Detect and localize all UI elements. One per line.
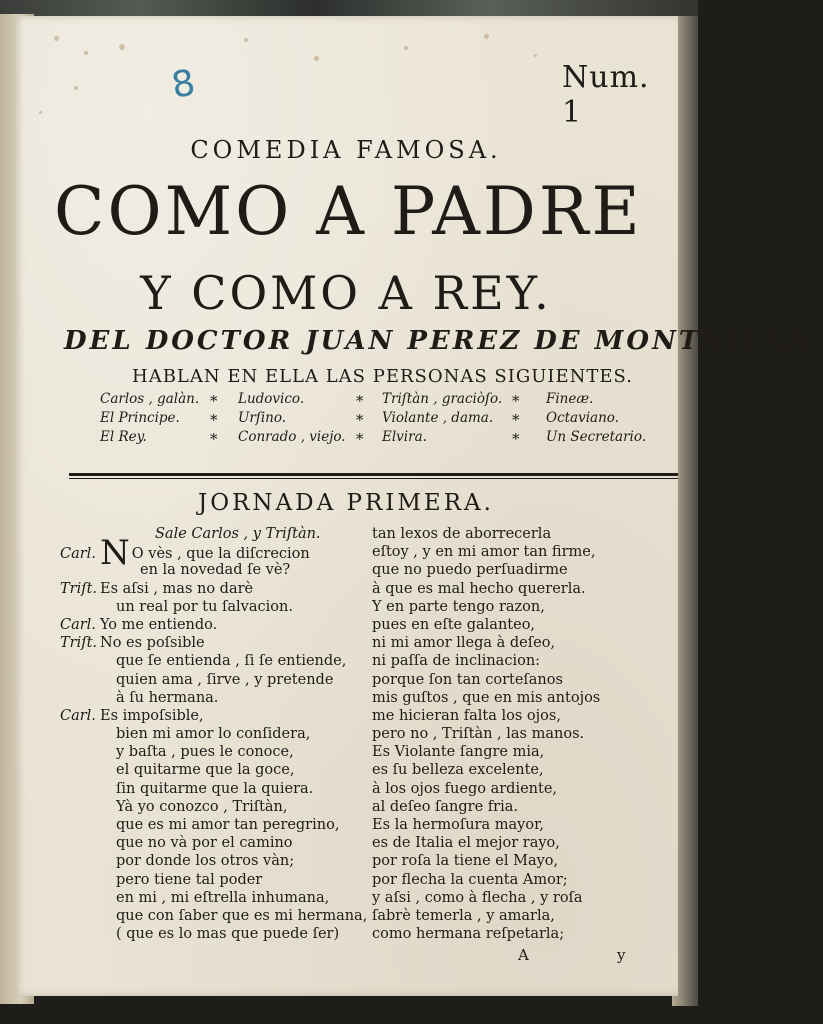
divider-rule-thin bbox=[69, 478, 678, 479]
verse-line: ſabrè temerla , y amarla, bbox=[372, 907, 555, 924]
signature-mark: A bbox=[518, 946, 529, 964]
drop-cap: N bbox=[100, 533, 130, 574]
verse-line: eſtoy , y en mi amor tan firme, bbox=[372, 544, 596, 561]
speaker-label: Carl. bbox=[60, 616, 96, 633]
verse-line: porque ſon tan corteſanos bbox=[372, 671, 563, 688]
verse-line bbox=[60, 707, 367, 725]
verse-text: que con ſaber que es mi hermana, bbox=[116, 907, 368, 924]
verse-line: ni paſſa de inclinacion: bbox=[372, 653, 541, 670]
cast-name: Ludovico. bbox=[238, 391, 305, 407]
verse-text: Es impoſsible, bbox=[100, 707, 204, 724]
verse-text: Es aſsi , mas no darè bbox=[100, 580, 254, 597]
verse-text: ( que es lo mas que puede ſer) bbox=[116, 926, 340, 943]
cast-name: El Rey. bbox=[100, 429, 147, 445]
verse-line: à que es mal hecho quererla. bbox=[372, 580, 586, 597]
speaker-label: Carl. bbox=[60, 707, 96, 724]
verse-line bbox=[60, 652, 367, 670]
verse-line bbox=[60, 834, 367, 852]
cast-name: Triſtàn , graciòſo. bbox=[382, 391, 503, 407]
verse-line bbox=[60, 689, 367, 707]
verse-text: Yo me entiendo. bbox=[100, 616, 218, 633]
verse-line bbox=[60, 780, 367, 798]
cast-name: Urſino. bbox=[238, 410, 287, 426]
verse-text: à ſu hermana. bbox=[116, 689, 219, 706]
verse-text: que no và por el camino bbox=[116, 835, 293, 852]
verse-line bbox=[60, 634, 367, 652]
cast-name: El Principe. bbox=[100, 410, 180, 426]
verse-line bbox=[60, 616, 367, 634]
stage-direction: Sale Carlos , y Triſtàn. bbox=[155, 526, 321, 542]
verse-line: es de Italia el mejor rayo, bbox=[372, 835, 560, 852]
verse-line bbox=[60, 580, 367, 598]
verse-line bbox=[60, 907, 367, 925]
verse-text: en mi , mi eſtrella inhumana, bbox=[116, 889, 330, 906]
verse-line: mis guſtos , que en mis antojos bbox=[372, 689, 601, 706]
verse-line: por roſa la tiene el Mayo, bbox=[372, 853, 559, 870]
personas-heading: HABLAN EN ELLA LAS PERSONAS SIGUIENTES. bbox=[132, 366, 633, 387]
book-page bbox=[14, 16, 823, 996]
divider-rule bbox=[69, 473, 678, 476]
verse-text: quien ama , ſirve , y pretende bbox=[116, 671, 334, 688]
verse-line: Y en parte tengo razon, bbox=[372, 598, 545, 615]
act-heading: JORNADA PRIMERA. bbox=[198, 490, 494, 516]
verse-line: Es Violante ſangre mia, bbox=[372, 744, 545, 761]
speaker-label: Triſt. bbox=[60, 580, 98, 597]
cast-name: Octaviano. bbox=[546, 410, 619, 426]
verse-line bbox=[60, 671, 367, 689]
verse-text: O vès , que la diſcrecion bbox=[131, 546, 310, 563]
verse-line: tan lexos de aborrecerla bbox=[372, 526, 552, 542]
cast-separator: * * * bbox=[356, 392, 364, 448]
cast-separator: * * * bbox=[512, 392, 520, 448]
verse-line: y aſsi , como à flecha , y roſa bbox=[372, 889, 583, 906]
verse-line bbox=[60, 852, 367, 870]
speaker-label: Triſt. bbox=[60, 635, 98, 652]
verse-line: es ſu belleza excelente, bbox=[372, 762, 544, 779]
verse-line: à los ojos fuego ardiente, bbox=[372, 780, 558, 797]
speaker-label: Carl. bbox=[60, 546, 96, 563]
cast-separator: * * * bbox=[210, 392, 218, 448]
verse-line: como hermana reſpetarla; bbox=[372, 926, 565, 943]
left-text-column bbox=[60, 525, 367, 943]
verse-line bbox=[60, 925, 367, 943]
genre-heading: COMEDIA FAMOSA. bbox=[190, 136, 502, 164]
verse-text: pero tiene tal poder bbox=[116, 871, 263, 888]
cast-name: Carlos , galàn. bbox=[100, 391, 200, 407]
verse-line bbox=[60, 871, 367, 889]
verse-text: un real por tu ſalvacion. bbox=[116, 598, 293, 615]
main-title: COMO A PADRE bbox=[54, 173, 643, 250]
cast-name: Conrado , viejo. bbox=[238, 429, 346, 445]
verse-text: Yà yo conozco , Triſtàn, bbox=[116, 798, 288, 815]
cast-name: Fineæ. bbox=[546, 391, 594, 407]
cast-name: Un Secretario. bbox=[546, 429, 647, 445]
verse-text: por donde los otros vàn; bbox=[116, 853, 295, 870]
verse-line: Es la hermoſura mayor, bbox=[372, 817, 545, 833]
verse-text: que ſe entienda , ſi ſe entiende, bbox=[116, 653, 347, 670]
cast-name: Violante , dama. bbox=[382, 410, 494, 426]
verse-text: el quitarme que la goce, bbox=[116, 762, 295, 779]
author-line: DEL DOCTOR JUAN PEREZ DE MONTALVAN. bbox=[64, 326, 823, 356]
verse-line bbox=[60, 816, 367, 834]
verse-text: en la novedad ſe vè? bbox=[140, 562, 291, 579]
verse-line bbox=[60, 598, 367, 616]
cast-column-1 bbox=[100, 390, 199, 447]
cast-column-2 bbox=[238, 390, 346, 447]
verse-line bbox=[60, 798, 367, 816]
verse-line bbox=[60, 561, 367, 579]
verse-line: me hicieran falta los ojos, bbox=[372, 707, 561, 724]
verse-line: por flecha la cuenta Amor; bbox=[372, 871, 568, 888]
cast-column-3 bbox=[382, 390, 502, 447]
subtitle: Y COMO A REY. bbox=[140, 266, 552, 320]
verse-line: pero no , Triſtàn , las manos. bbox=[372, 726, 585, 743]
verse-text: No es poſsible bbox=[100, 635, 205, 652]
verse-text: ſin quitarme que la quiera. bbox=[116, 780, 314, 797]
verse-line: ni mi amor llega à deſeo, bbox=[372, 635, 556, 652]
catchword: y bbox=[617, 946, 626, 964]
right-text-column bbox=[372, 525, 600, 943]
verse-line bbox=[60, 761, 367, 779]
cast-column-4 bbox=[546, 390, 646, 447]
cast-name: Elvira. bbox=[382, 429, 427, 445]
verse-text: y baſta , pues le conoce, bbox=[116, 744, 294, 761]
verse-text: bien mi amor lo conſidera, bbox=[116, 726, 311, 743]
number-label: Num. 1 bbox=[562, 60, 650, 130]
verse-line bbox=[60, 725, 367, 743]
pencil-mark: 8 bbox=[168, 62, 199, 107]
verse-line bbox=[60, 889, 367, 907]
verse-line bbox=[60, 743, 367, 761]
verse-line: pues en eſte galanteo, bbox=[372, 616, 536, 633]
verse-text: que es mi amor tan peregrino, bbox=[116, 817, 340, 833]
verse-line: al deſeo ſangre fria. bbox=[372, 798, 518, 815]
verse-line: que no puedo perſuadirme bbox=[372, 562, 568, 579]
